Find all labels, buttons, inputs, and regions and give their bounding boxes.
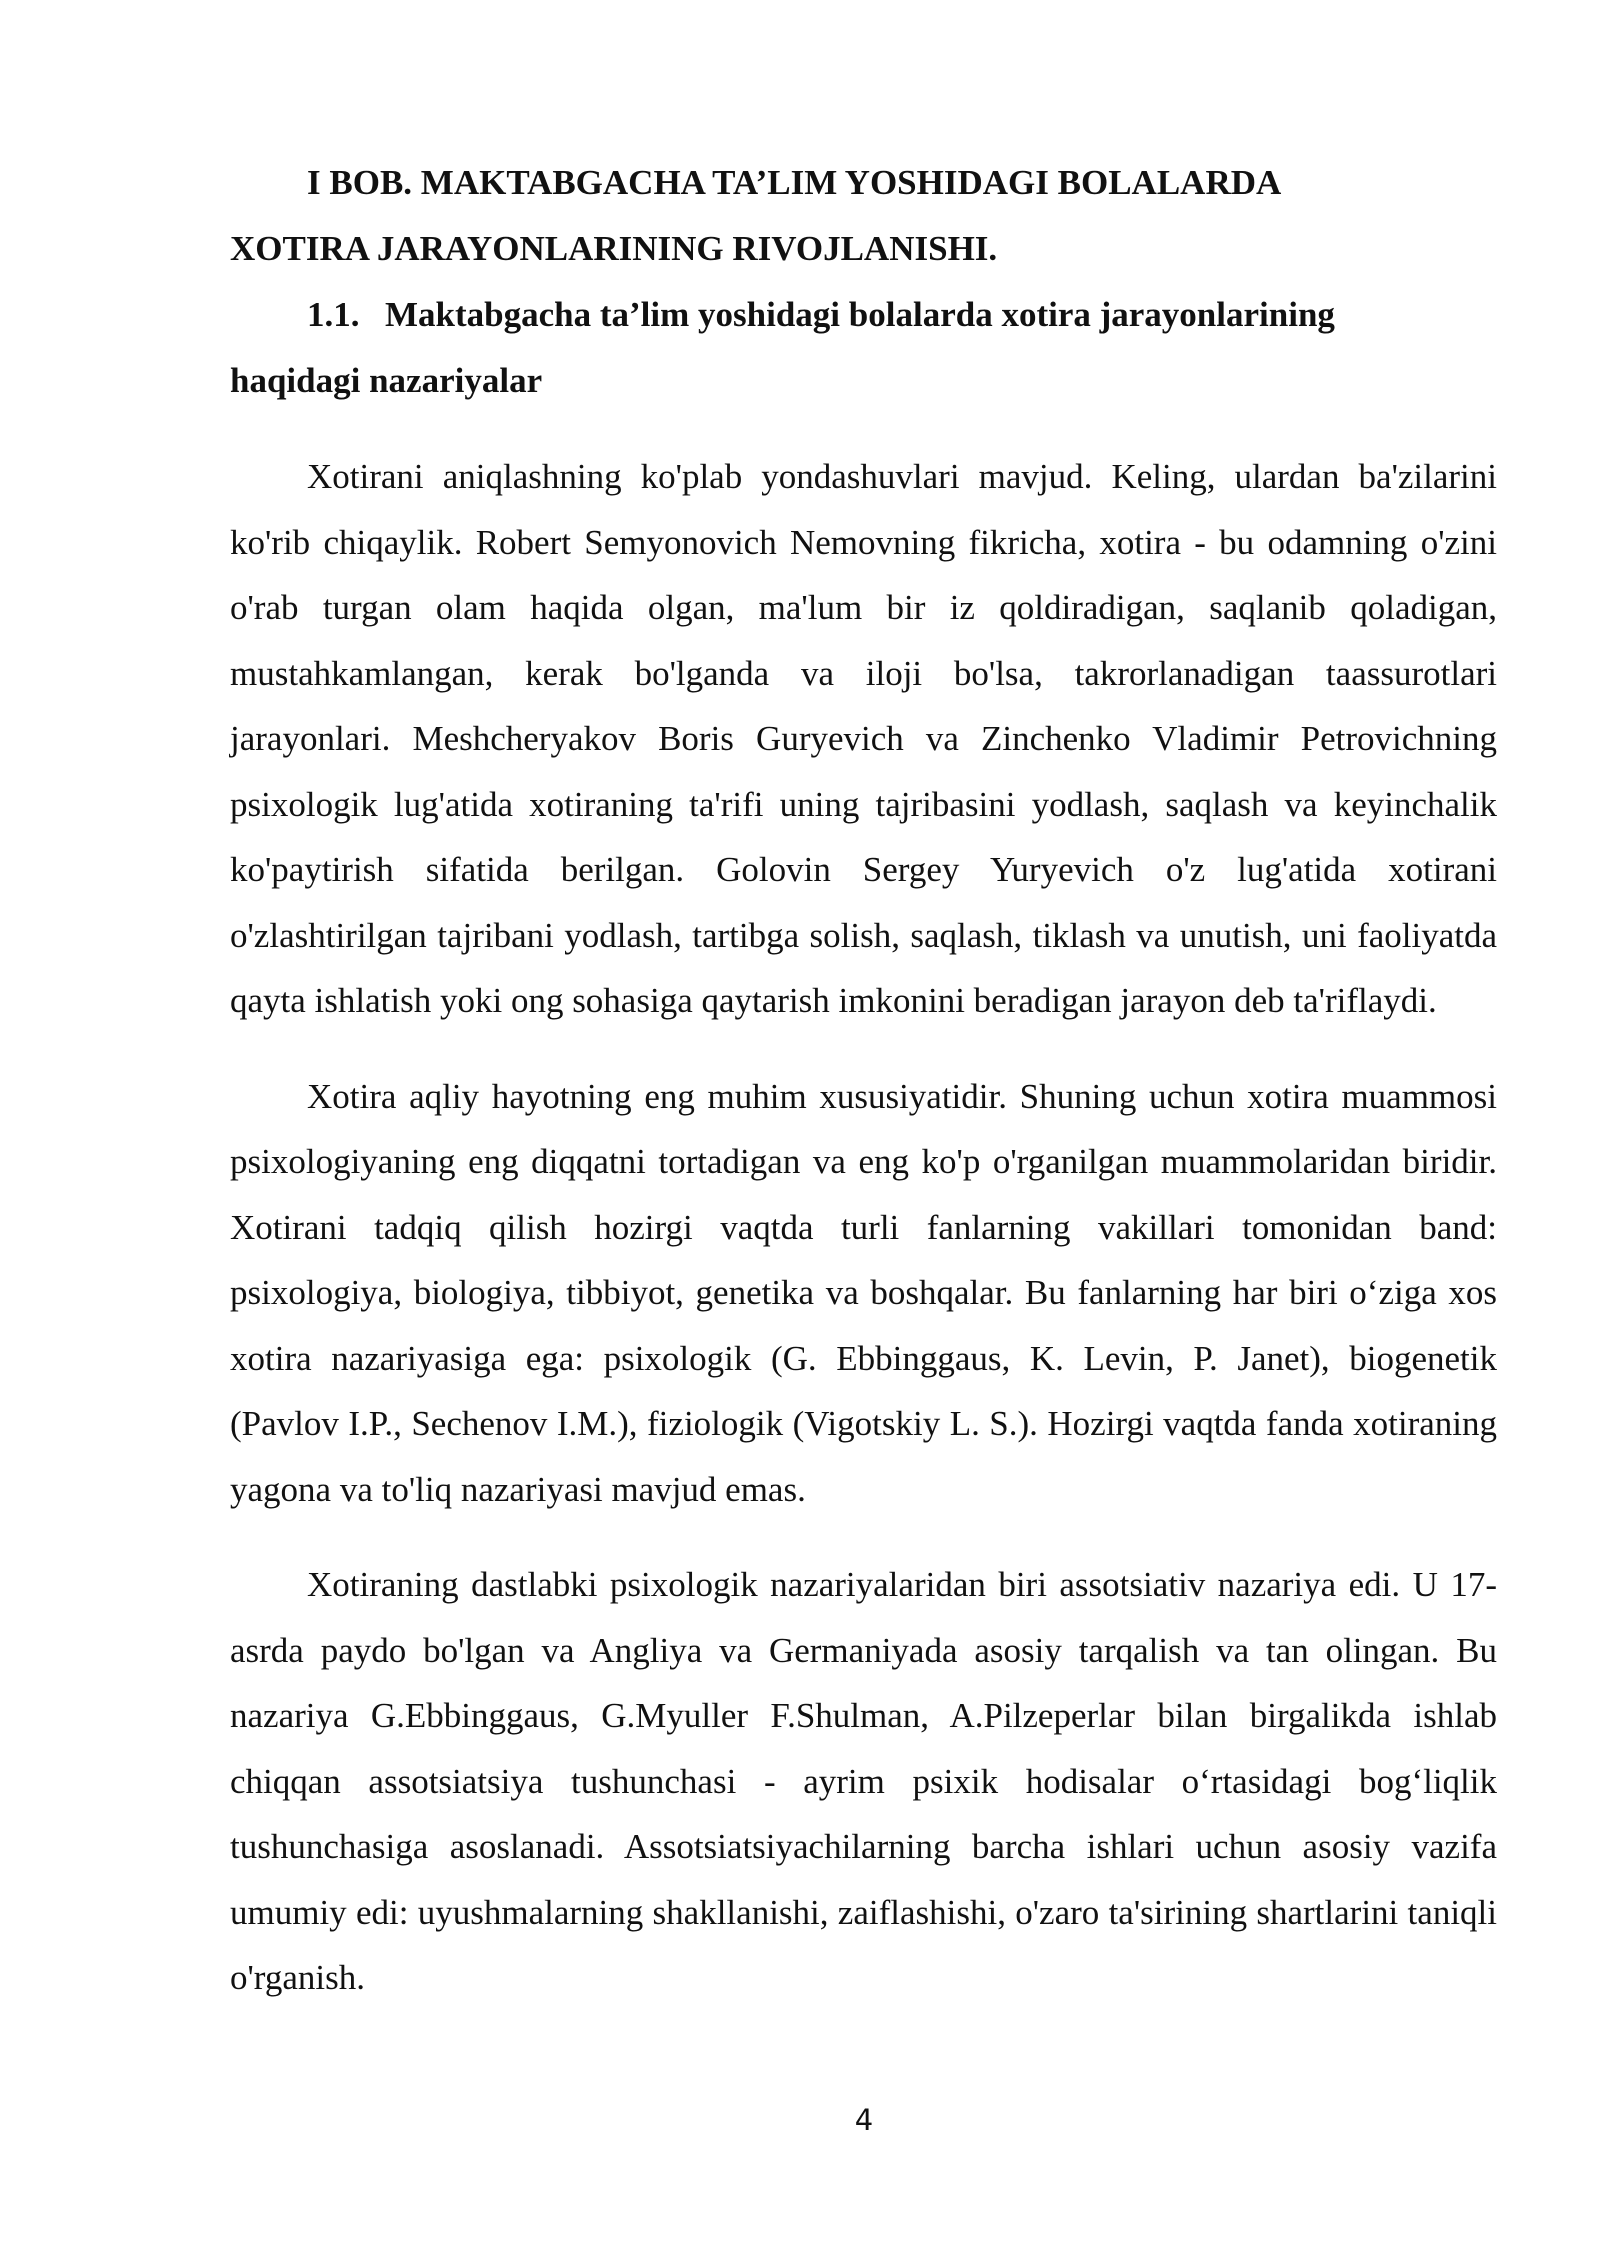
section-number: 1.1. [307, 295, 360, 334]
chapter-heading [230, 150, 1497, 282]
chapter-heading-line-1-text: I BOB. MAKTABGACHA TA’LIM YOSHIDAGI BOLALARDA [307, 163, 1282, 202]
section-heading-line-1 [230, 282, 1497, 348]
section-heading [230, 282, 1497, 414]
paragraph-1: Xotirani aniqlashning ko'plab yondashuvlari mavjud. Keling, ulardan ba'zilarini ko'rib chiqaylik. Robert Semyonovich Nemovning fikricha, xotira - bu odamning o'zini o'rab turgan olam haqida olgan, ma'lum bir iz qoldiradigan, saqlanib qoladigan, mustahkamlangan, kerak bo'lganda va iloji bo'lsa, takrorlanadigan taassurotlari jarayonlari. Meshcheryakov Boris Guryevich va Zinchenko Vladimir Petrovichning psixologik lug'atida xotiraning ta'rifi uning tajribasini yodlash, saqlash va keyinchalik ko'paytirish sifatida berilgan. Golovin Sergey Yuryevich o'z lug'atida xotirani o'zlashtirilgan tajribani yodlash, tartibga solish, saqlash, tiklash va unutish, uni faoliyatda qayta ishlatish yoki ong sohasiga qaytarish imkonini beradigan jarayon deb ta'riflaydi. [230, 457, 1497, 1020]
chapter-heading-line-1 [230, 150, 1497, 216]
paragraph-3: Xotiraning dastlabki psixologik nazariyalaridan biri assotsiativ nazariya edi. U 17-asrda paydo bo'lgan va Angliya va Germaniyada asosiy tarqalish va tan olingan. Bu nazariya G.Ebbinggaus, G.Myuller F.Shulman, A.Pilzeperlar bilan birgalikda ishlab chiqqan assotsiatsiya tushunchasi - ayrim psixik hodisalar o‘rtasidagi bog‘liqlik tushunchasiga asoslanadi. Assotsiatsiyachilarning barcha ishlari uchun asosiy vazifa umumiy edi: uyushmalarning shakllanishi, zaiflashishi, o'zaro ta'sirining shartlarini taniqli o'rganish. [230, 1565, 1497, 1997]
page-number: 4 [854, 2103, 874, 2137]
page-content [230, 150, 1497, 2011]
paragraph-2: Xotira aqliy hayotning eng muhim xususiyatidir. Shuning uchun xotira muammosi psixologiyaning eng diqqatni tortadigan va eng ko'p o'rganilgan muammolaridan biridir. Xotirani tadqiq qilish hozirgi vaqtda turli fanlarning vakillari tomonidan band: psixologiya, biologiya, tibbiyot, genetika va boshqalar. Bu fanlarning har biri o‘ziga xos xotira nazariyasiga ega: psixologik (G. Ebbinggaus, K. Levin, P. Janet), biogenetik (Pavlov I.P., Sechenov I.M.), fiziologik (Vigotskiy L. S.). Hozirgi vaqtda fanda xotiraning yagona va to'liq nazariyasi mavjud emas. [230, 1076, 1497, 1509]
chapter-heading-line-2: XOTIRA JARAYONLARINING RIVOJLANISHI. [230, 229, 998, 268]
section-heading-line-1-text: Maktabgacha ta’lim yoshidagi bolalarda xotira jarayonlarining [385, 295, 1335, 334]
section-heading-line-2: haqidagi nazariyalar [230, 361, 543, 400]
